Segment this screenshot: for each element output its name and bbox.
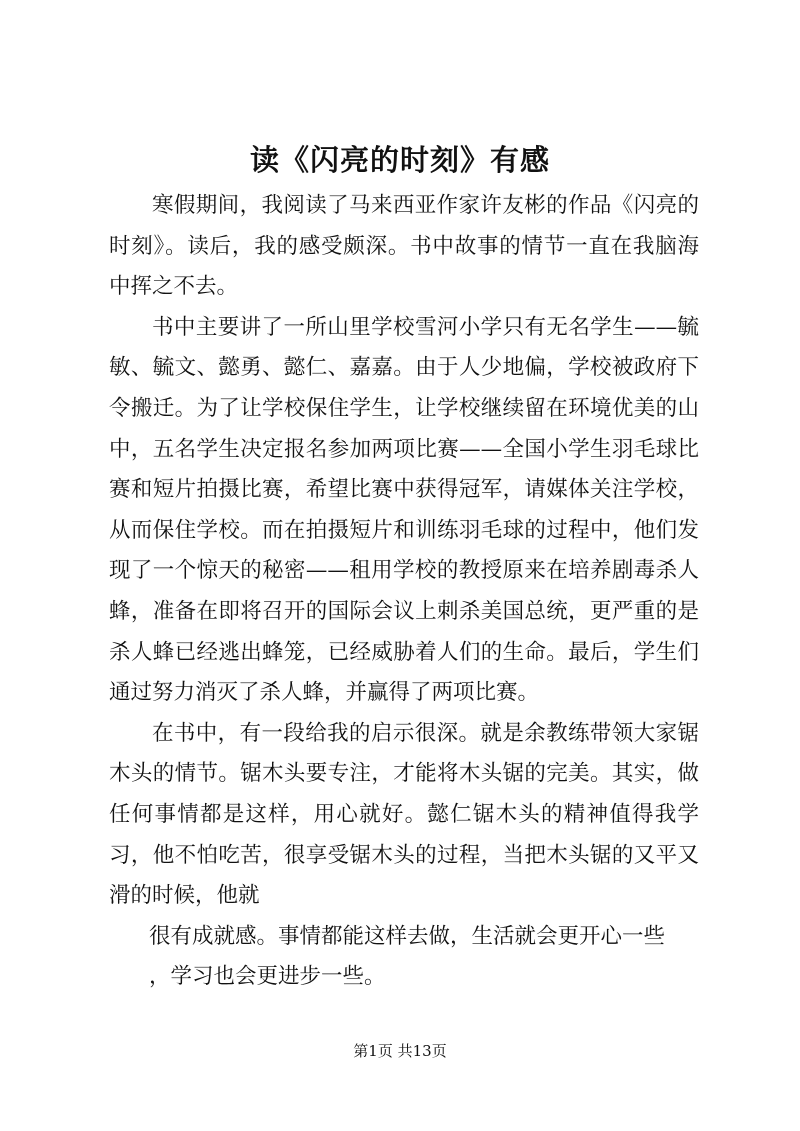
document-title: 读《闪亮的时刻》有感 <box>249 143 550 177</box>
page-number-footer: 第1页 共13页 <box>353 1042 447 1060</box>
continuation-line-2: ，学习也会更进步一些。 <box>149 963 386 989</box>
continuation-line-1: 很有成就感。事情都能这样去做，生活就会更开心一些 <box>149 923 666 949</box>
paragraph-3: 在书中，有一段给我的启示很深。就是余教练带领大家锯木头的情节。锯木头要专注，才能将木头锯的完美。其实，做任何事情都是这样，用心就好。懿仁锯木头的精神值得我学习，他不怕吃苦，很享受锯木头的过程，当把木头锯的又平又滑的时候，他就 <box>109 720 699 909</box>
paragraph-1: 寒假期间，我阅读了马来西亚作家许友彬的作品《闪亮的时刻》。读后，我的感受颇深。书中故事的情节一直在我脑海中挥之不去。 <box>109 193 699 300</box>
paragraph-2: 书中主要讲了一所山里学校雪河小学只有无名学生——毓敏、毓文、懿勇、懿仁、嘉嘉。由于人少地偏，学校被政府下令搬迁。为了让学校保住学生，让学校继续留在环境优美的山中，五名学生决定报名参加两项比赛——全国小学生羽毛球比赛和短片拍摄比赛，希望比赛中获得冠军，请媒体关注学校，从而保住学校。而在拍摄短片和训练羽毛球的过程中，他们发现了一个惊天的秘密——租用学校的教授原来在培养剧毒杀人蜂，准备在即将召开的国际会议上刺杀美国总统，更严重的是杀人蜂已经逃出蜂笼，已经威胁着人们的生命。最后，学生们通过努力消灭了杀人蜂，并赢得了两项比赛。 <box>109 314 699 706</box>
document-body <box>109 186 699 997</box>
